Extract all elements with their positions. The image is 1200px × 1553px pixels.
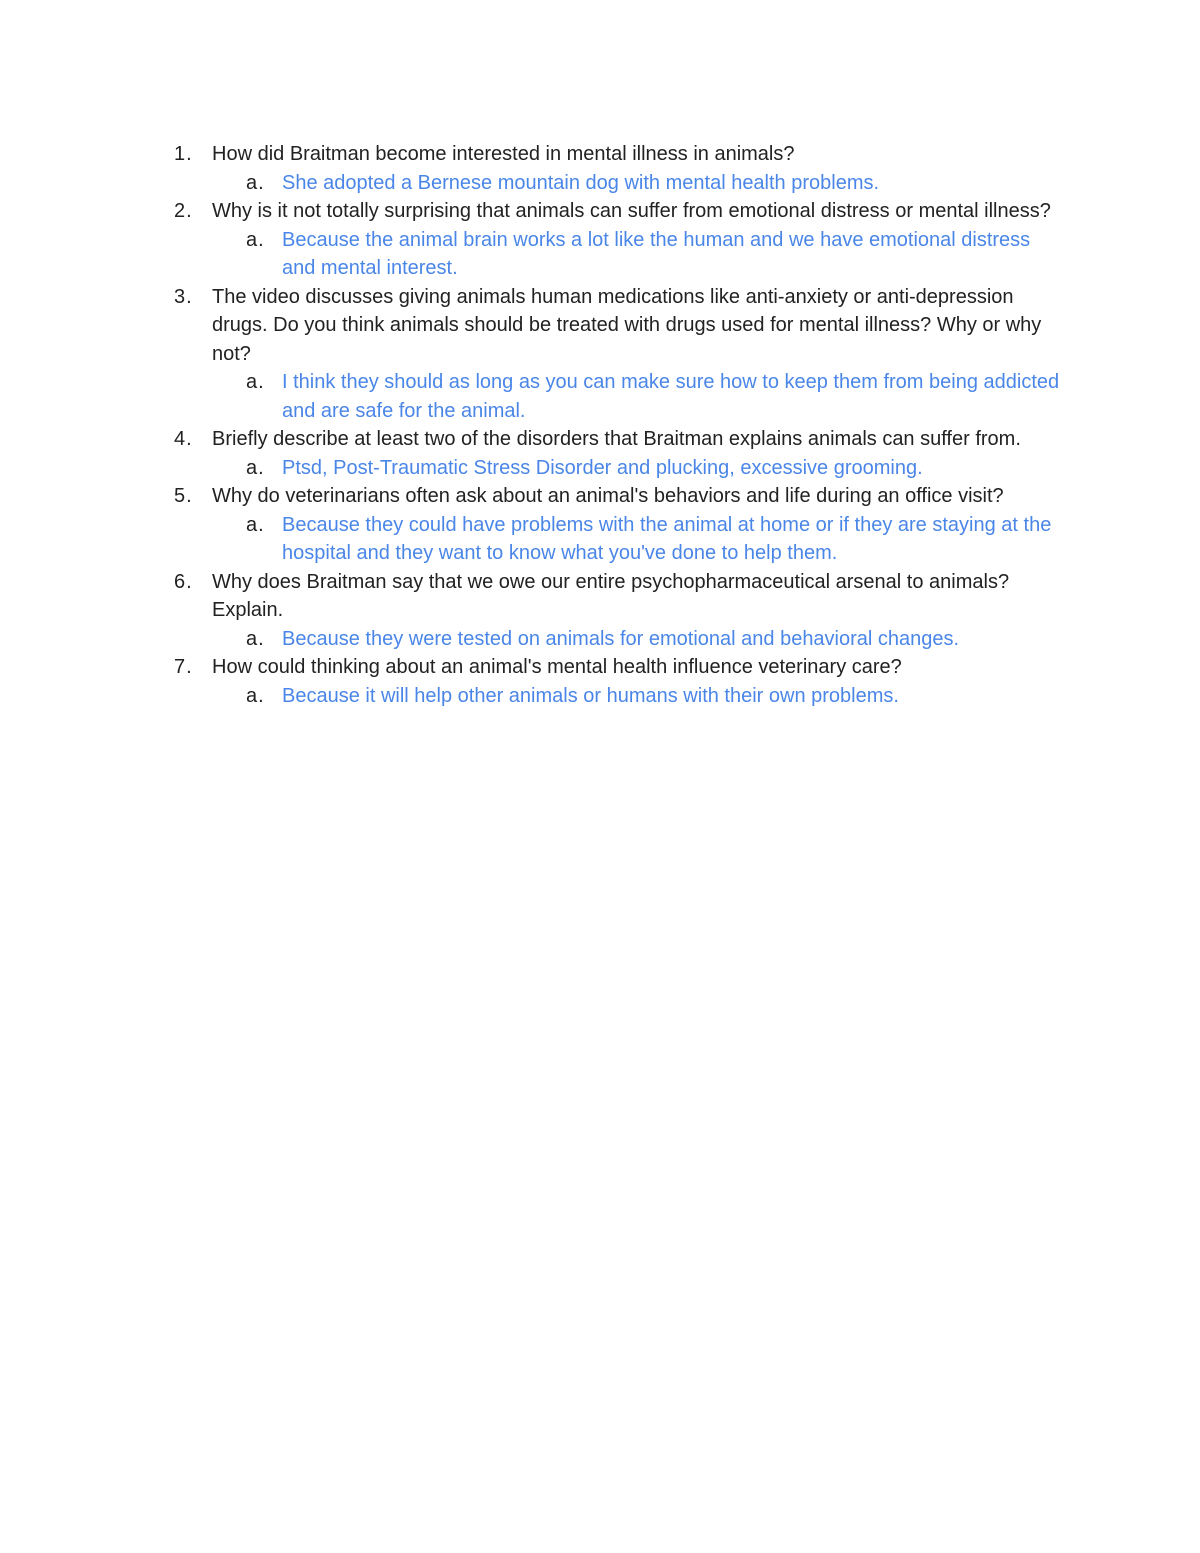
question-text: Why is it not totally surprising that animals can suffer from emotional distress or mental illness? [212, 200, 1051, 222]
answer-item [174, 368, 1064, 425]
answer-text: Because they could have problems with the animal at home or if they are staying at the hospital and they want to know what you've done to help them. [282, 513, 1052, 564]
question-text: Why do veterinarians often ask about an animal's behaviors and life during an office visit? [212, 485, 1004, 507]
question-item-2 [174, 197, 1064, 283]
answer-text: Because the animal brain works a lot like the human and we have emotional distress and mental interest. [282, 228, 1031, 279]
answer-text: She adopted a Bernese mountain dog with mental health problems. [282, 171, 880, 194]
question-item-7 [174, 653, 1064, 710]
answer-letter: a. [246, 684, 265, 707]
question-number: 6. [174, 570, 193, 593]
question-item-1 [174, 140, 1064, 197]
question-item-5 [174, 482, 1064, 568]
answer-letter: a. [246, 513, 265, 536]
question-text: Why does Braitman say that we owe our entire psychopharmaceutical arsenal to animals? Explain. [212, 570, 1010, 621]
question-number: 1. [174, 143, 193, 165]
question-number: 7. [174, 656, 193, 678]
answer-letter: a. [246, 627, 265, 650]
question-text: How did Braitman become interested in mental illness in animals? [212, 143, 795, 165]
answer-item [174, 226, 1064, 283]
answer-letter: a. [246, 371, 265, 393]
answer-text: Because they were tested on animals for emotional and behavioral changes. [282, 627, 960, 650]
answer-letter: a. [246, 171, 265, 194]
answer-item [174, 682, 1064, 711]
answer-letter: a. [246, 456, 265, 479]
answer-text: Ptsd, Post-Traumatic Stress Disorder and plucking, excessive grooming. [282, 456, 923, 479]
question-item-4 [174, 425, 1064, 482]
answer-item [174, 625, 1064, 654]
question-number: 3. [174, 285, 193, 308]
question-number: 2. [174, 200, 193, 222]
answer-letter: a. [246, 228, 265, 251]
question-item-3 [174, 283, 1064, 426]
answer-text: I think they should as long as you can make sure how to keep them from being addicted and are safe for the animal. [282, 371, 1060, 422]
answer-item [174, 511, 1064, 568]
question-item-6 [174, 568, 1064, 654]
question-number: 4. [174, 428, 193, 450]
question-number: 5. [174, 485, 193, 507]
question-text: Briefly describe at least two of the disorders that Braitman explains animals can suffer from. [212, 428, 1021, 450]
question-text: How could thinking about an animal's mental health influence veterinary care? [212, 656, 902, 678]
question-list [174, 140, 1064, 710]
question-text: The video discusses giving animals human medications like anti-anxiety or anti-depression drugs. Do you think animals should be treated with drugs used for mental illness? Why or why not? [212, 285, 1042, 365]
answer-item [174, 169, 1064, 198]
answer-text: Because it will help other animals or humans with their own problems. [282, 684, 899, 707]
answer-item [174, 454, 1064, 483]
